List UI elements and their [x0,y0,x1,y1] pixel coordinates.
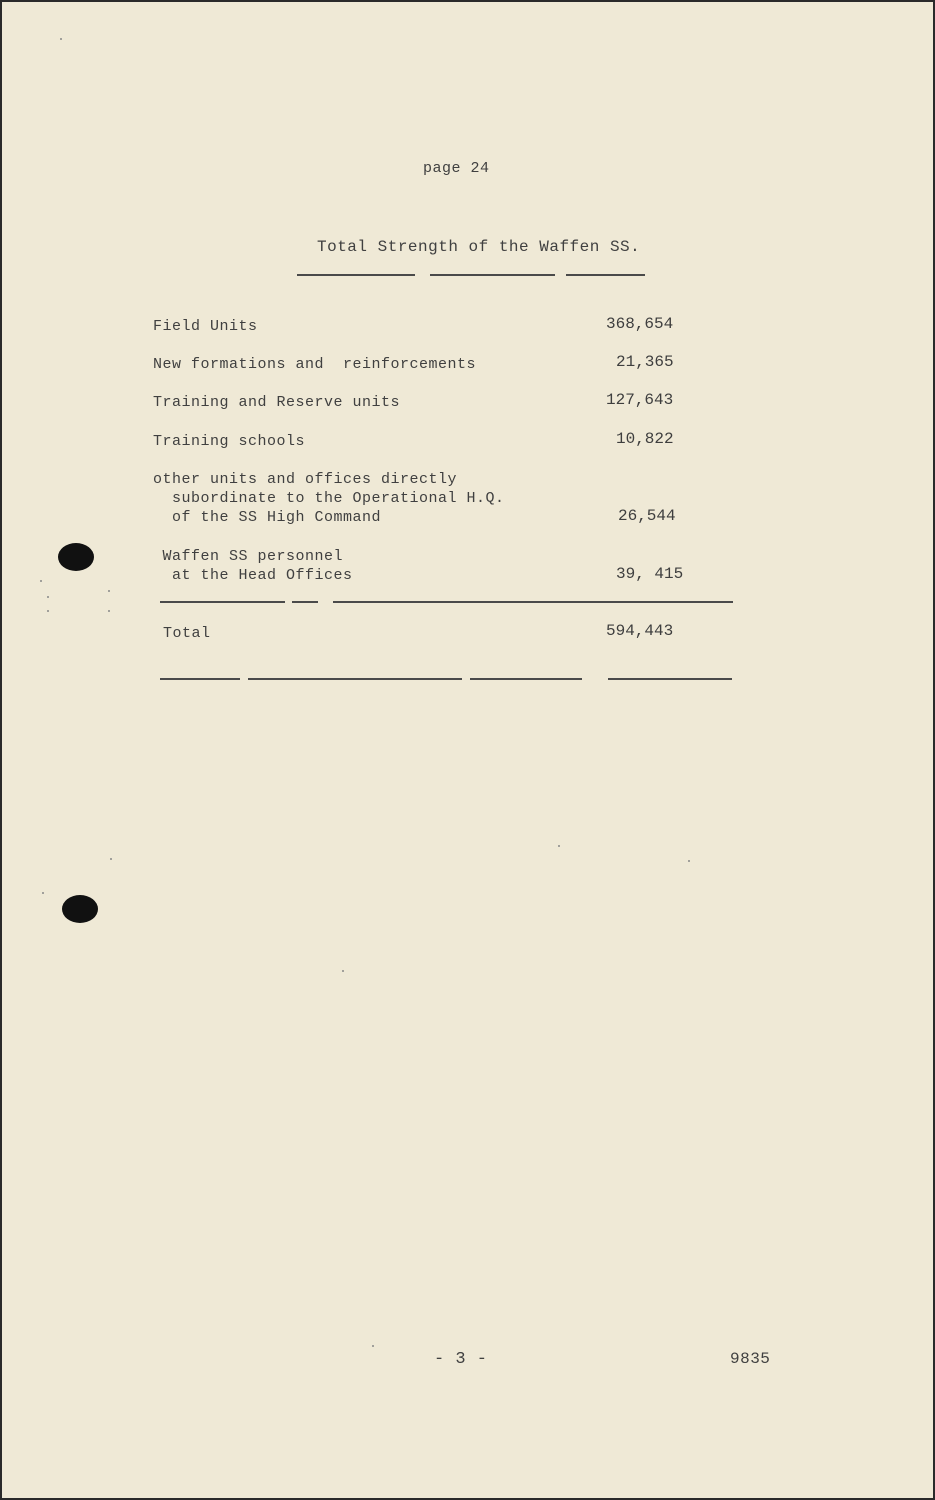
total-label: Total [163,625,211,642]
paper-speck [60,38,62,40]
total-underline [470,678,582,680]
paper-speck [47,596,49,598]
paper-speck [108,590,110,592]
table-row-label: Waffen SS personnel at the Head Offices [162,548,353,584]
paper-speck [108,610,110,612]
paper-speck [558,845,560,847]
table-row-label: Training schools [153,433,306,450]
total-value: 594,443 [606,622,674,640]
paper-speck [47,610,49,612]
title-underline [430,274,555,276]
total-underline [248,678,462,680]
title-underline [566,274,645,276]
total-separator [333,601,733,603]
footer-document-id: 9835 [730,1350,771,1368]
table-row-value: 39, 415 [616,565,684,583]
title-underline [297,274,415,276]
table-row-label: Field Units [153,318,258,335]
page-title: Total Strength of the Waffen SS. [317,238,641,256]
total-underline [608,678,732,680]
punch-hole [62,895,98,923]
table-row-value: 21,365 [616,353,674,371]
paper-speck [372,1345,374,1347]
punch-hole [58,543,94,571]
table-row-label: Training and Reserve units [153,394,401,411]
total-underline [160,678,240,680]
paper-speck [40,580,42,582]
page-label: page 24 [423,160,490,177]
total-separator [292,601,318,603]
table-row-value: 127,643 [606,391,674,409]
table-row-label: other units and offices directly subordinate to the Operational H.Q. of the SS High Command [153,471,505,526]
paper-speck [688,860,690,862]
paper-speck [42,892,44,894]
footer-page-number: - 3 - [434,1350,488,1369]
paper-speck [110,858,112,860]
paper-speck [342,970,344,972]
table-row-value: 26,544 [618,507,676,525]
table-row-value: 10,822 [616,430,674,448]
table-row-value: 368,654 [606,315,674,333]
table-row-label: New formations and reinforcements [153,356,477,373]
total-separator [160,601,285,603]
